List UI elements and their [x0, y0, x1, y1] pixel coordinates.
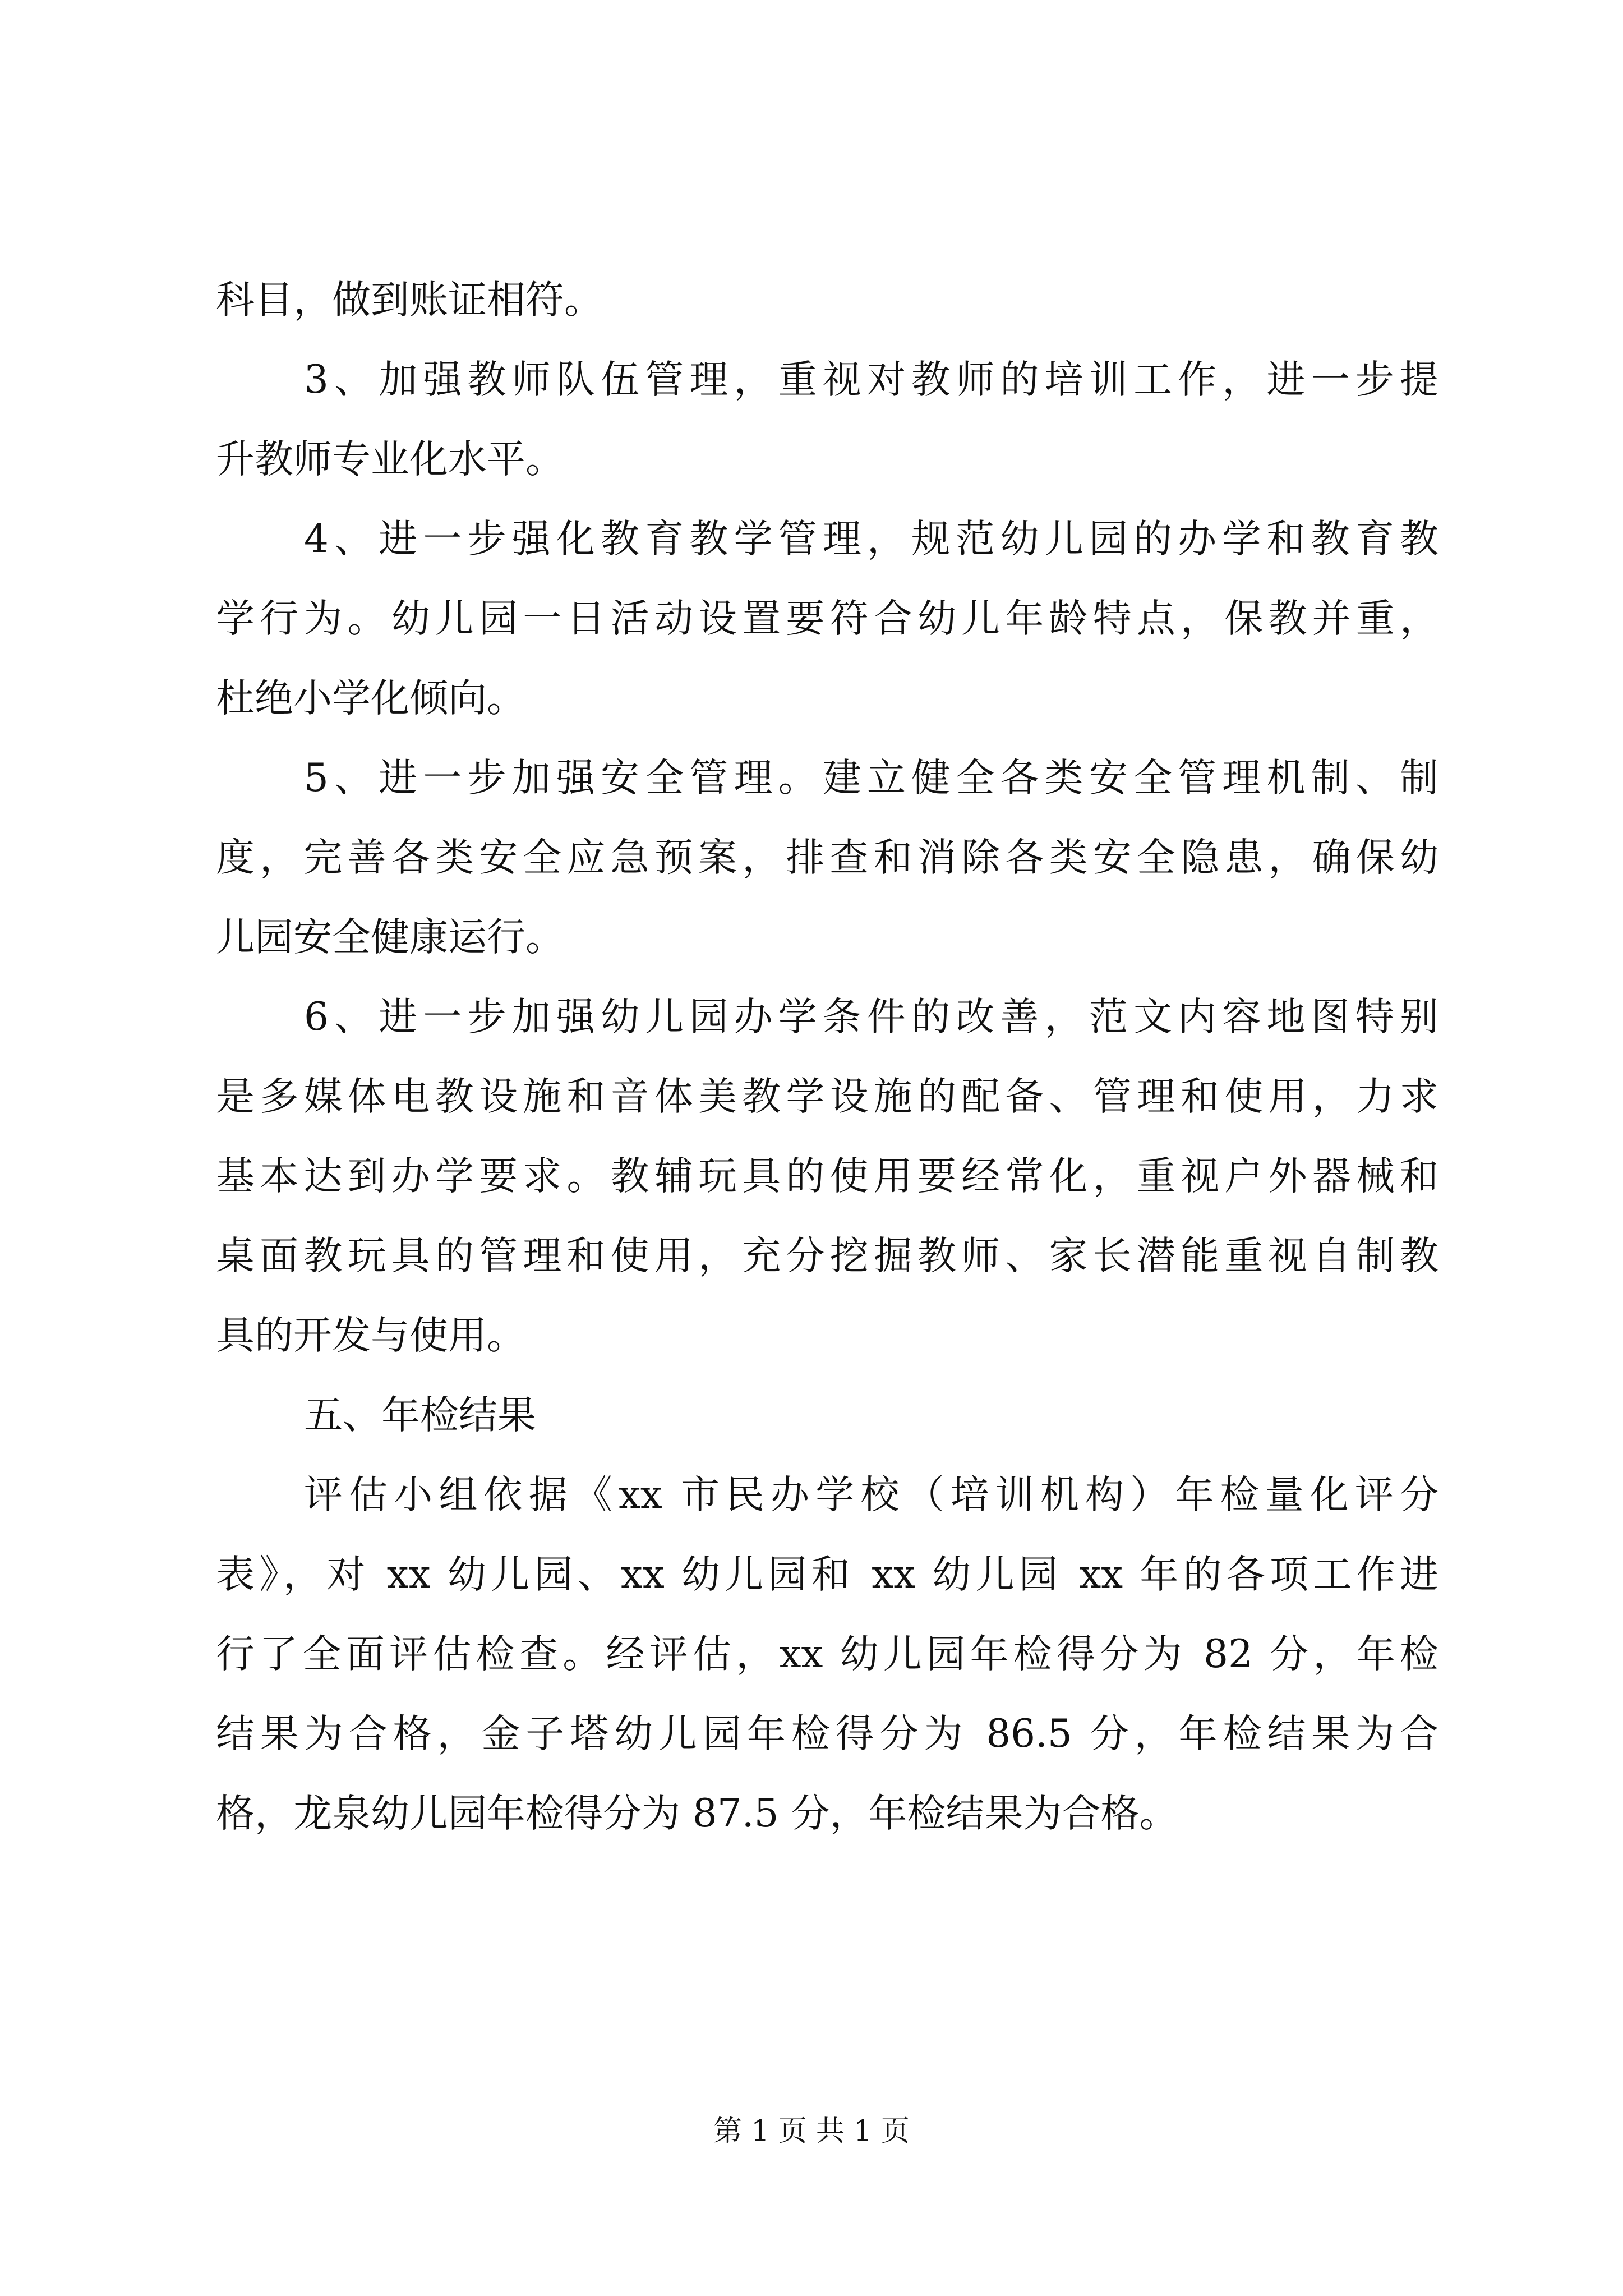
- text-line: 3、加强教师队伍管理，重视对教师的培训工作，进一步提: [304, 357, 1438, 402]
- text-line: 行了全面评估检查。经评估，xx 幼儿园年检得分为 82 分，年检: [216, 1632, 1438, 1677]
- text-line: 科目，做到账证相符。: [216, 278, 603, 323]
- text-line: 评估小组依据《xx 市民办学校（培训机构）年检量化评分: [304, 1473, 1438, 1517]
- text-line: 升教师专业化水平。: [216, 437, 564, 482]
- text-line: 6、进一步加强幼儿园办学条件的改善，范文内容地图特别: [304, 995, 1438, 1039]
- text-line: 度，完善各类安全应急预案，排查和消除各类安全隐患，确保幼: [216, 835, 1438, 880]
- text-line: 表》，对 xx 幼儿园、xx 幼儿园和 xx 幼儿园 xx 年的各项工作进: [216, 1552, 1438, 1597]
- text-line: 是多媒体电教设施和音体美教学设施的配备、管理和使用，力求: [216, 1074, 1438, 1119]
- text-line: 具的开发与使用。: [216, 1313, 525, 1358]
- text-line: 儿园安全健康运行。: [216, 915, 564, 960]
- text-line: 基本达到办学要求。教辅玩具的使用要经常化，重视户外器械和: [216, 1154, 1438, 1199]
- section-heading: 五、年检结果: [304, 1393, 536, 1438]
- text-line: 格，龙泉幼儿园年检得分为 87.5 分，年检结果为合格。: [216, 1791, 1178, 1836]
- page-footer: 第 1 页 共 1 页: [713, 2115, 910, 2148]
- text-line: 桌面教玩具的管理和使用，充分挖掘教师、家长潜能重视自制教: [216, 1234, 1438, 1278]
- text-line: 4、进一步强化教育教学管理，规范幼儿园的办学和教育教: [304, 517, 1438, 562]
- text-line: 5、进一步加强安全管理。建立健全各类安全管理机制、制: [304, 756, 1438, 800]
- text-line: 结果为合格，金子塔幼儿园年检得分为 86.5 分，年检结果为合: [216, 1711, 1438, 1756]
- text-line: 杜绝小学化倾向。: [216, 676, 525, 721]
- text-line: 学行为。幼儿园一日活动设置要符合幼儿年龄特点，保教并重，: [216, 596, 1438, 641]
